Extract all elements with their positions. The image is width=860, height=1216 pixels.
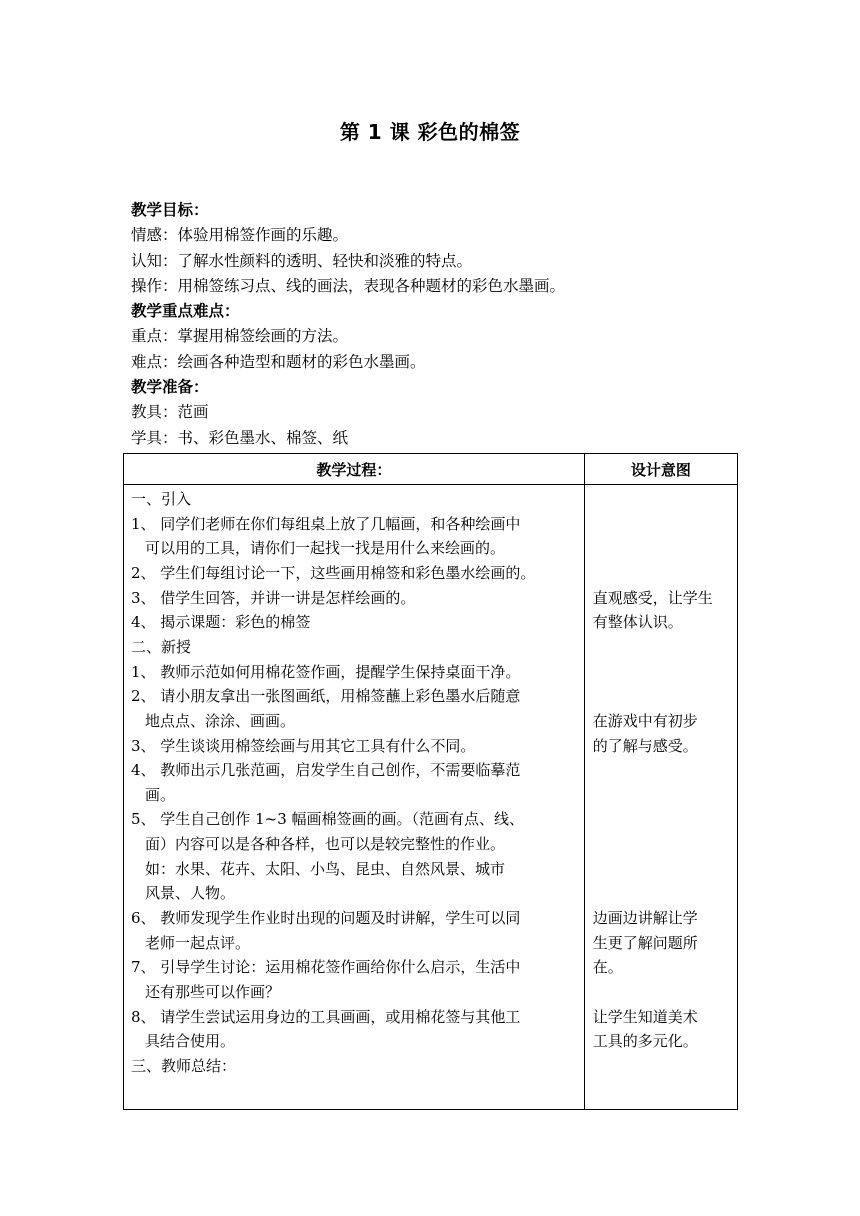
process-line: 2、 请小朋友拿出一张图画纸，用棉签蘸上彩色墨水后随意 bbox=[131, 687, 521, 706]
intent-line: 的了解与感受。 bbox=[592, 736, 698, 755]
process-line: 老师一起点评。 bbox=[145, 933, 251, 952]
intent-line: 工具的多元化。 bbox=[592, 1032, 698, 1051]
intro-line: 情感：体验用棉签作画的乐趣。 bbox=[131, 226, 349, 245]
process-line: 2、 学生们每组讨论一下，这些画用棉签和彩色墨水绘画的。 bbox=[131, 563, 536, 582]
process-line: 7、 引导学生讨论：运用棉花签作画给你什么启示，生活中 bbox=[131, 958, 521, 977]
process-line: 具结合使用。 bbox=[145, 1032, 236, 1051]
process-cell bbox=[124, 485, 585, 1110]
process-column-header: 教学过程： bbox=[124, 454, 585, 485]
section-heading: 教学目标： bbox=[131, 201, 209, 219]
intent-cell bbox=[584, 485, 737, 1110]
intent-line: 生更了解问题所 bbox=[592, 933, 698, 952]
process-line: 如：水果、花卉、太阳、小鸟、昆虫、自然风景、城市 bbox=[145, 859, 506, 878]
process-line: 可以用的工具，请你们一起找一找是用什么来绘画的。 bbox=[145, 539, 506, 558]
process-line: 3、 学生谈谈用棉签绘画与用其它工具有什么不同。 bbox=[131, 736, 476, 755]
intent-line: 让学生知道美术 bbox=[592, 1007, 698, 1026]
table-header-row bbox=[124, 454, 738, 485]
process-line: 1、 同学们老师在你们每组桌上放了几幅画，和各种绘画中 bbox=[131, 514, 521, 533]
process-line: 4、 教师出示几张范画，启发学生自己创作，不需要临摹范 bbox=[131, 761, 521, 780]
intro-line: 教具：范画 bbox=[131, 403, 209, 422]
process-line: 风景、人物。 bbox=[145, 884, 236, 903]
intro-line: 重点：掌握用棉签绘画的方法。 bbox=[131, 327, 349, 346]
table-body-row bbox=[124, 485, 738, 1110]
process-line: 画。 bbox=[145, 785, 176, 804]
process-line: 地点点、涂涂、画画。 bbox=[145, 711, 296, 730]
lesson-title: 第 1 课 彩色的棉签 bbox=[339, 120, 521, 144]
process-line: 一、引入 bbox=[131, 490, 192, 508]
process-line: 1、 教师示范如何用棉花签作画，提醒学生保持桌面干净。 bbox=[131, 662, 521, 681]
intent-line: 有整体认识。 bbox=[592, 613, 683, 632]
intro-line: 难点：绘画各种造型和题材的彩色水墨画。 bbox=[131, 352, 426, 371]
process-line: 6、 教师发现学生作业时出现的问题及时讲解，学生可以同 bbox=[131, 909, 521, 927]
intro-line: 认知：了解水性颜料的透明、轻快和淡雅的特点。 bbox=[131, 251, 473, 270]
intent-line: 边画边讲解让学 bbox=[592, 909, 698, 927]
intent-column-header: 设计意图 bbox=[584, 454, 737, 485]
section-heading: 教学准备： bbox=[131, 378, 209, 397]
process-line: 三、教师总结： bbox=[131, 1056, 237, 1075]
section-heading: 教学重点难点： bbox=[131, 302, 240, 321]
process-line: 5、 学生自己创作 1~3 幅画棉签画的画。（范画有点、线、 bbox=[131, 810, 525, 829]
intro-line: 学具：书、彩色墨水、棉签、纸 bbox=[131, 428, 349, 447]
intro-line: 操作：用棉签练习点、线的画法，表现各种题材的彩色水墨画。 bbox=[131, 276, 566, 295]
process-line: 还有那些可以作画？ bbox=[145, 983, 281, 1001]
process-line: 4、 揭示课题：彩色的棉签 bbox=[131, 613, 311, 632]
teaching-plan-table bbox=[123, 453, 738, 1110]
intent-line: 在。 bbox=[592, 958, 623, 977]
lesson-intro bbox=[131, 198, 751, 451]
process-line: 面）内容可以是各种各样，也可以是较完整性的作业。 bbox=[145, 835, 506, 854]
process-line: 二、新授 bbox=[131, 637, 192, 656]
intent-line: 直观感受，让学生 bbox=[592, 588, 713, 607]
intent-line: 在游戏中有初步 bbox=[592, 711, 698, 730]
process-line: 3、 借学生回答，并讲一讲是怎样绘画的。 bbox=[131, 588, 416, 607]
process-line: 8、 请学生尝试运用身边的工具画画，或用棉花签与其他工 bbox=[131, 1007, 521, 1026]
